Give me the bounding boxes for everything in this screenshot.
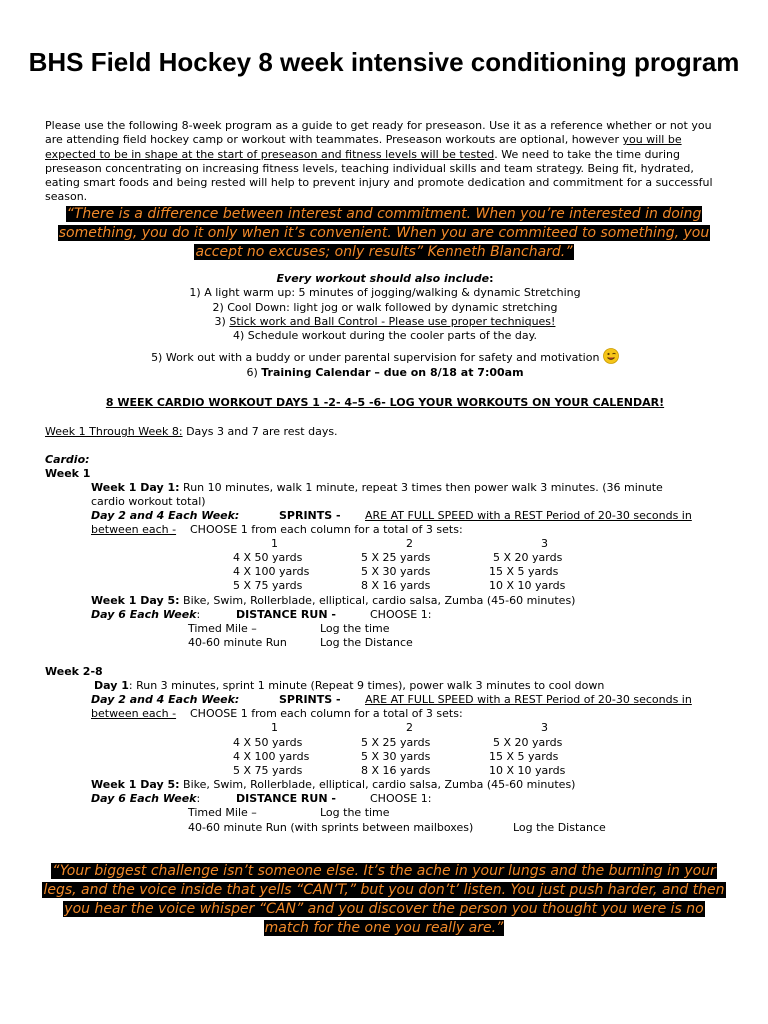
include-heading: Every workout should also include:: [276, 272, 494, 285]
quote-challenge: [40, 862, 728, 938]
week1-c1-r3: 5 X 75 yards: [233, 579, 303, 592]
week28-col3-head: 3: [541, 721, 548, 734]
smiley-wink-icon: [603, 348, 619, 364]
week1-day5: Week 1 Day 5: Bike, Swim, Rollerblade, elliptical, cardio salsa, Zumba (45-60 minutes): [91, 594, 576, 607]
cardio-label: Cardio:: [45, 453, 90, 466]
week28-day24-label: Day 2 and 4 Each Week:: [91, 693, 240, 706]
week1-c1-r2: 4 X 100 yards: [233, 565, 310, 578]
week28-c2-r3: 8 X 16 yards: [361, 764, 431, 777]
intro-paragraph: [45, 119, 725, 205]
page-title: BHS Field Hockey 8 week intensive conditioning program: [28, 47, 740, 77]
week28-run40: 40-60 minute Run (with sprints between mailboxes): [188, 821, 474, 834]
quote-challenge-text: “Your biggest challenge isn’t someone else. It’s the ache in your lungs and the burning in your legs, and the voice inside that yells “CAN’T,” but you don’t’ listen. You just push harder, and then you hear the voice whisper “CAN” and you discover the person you thought you were is no match for the one you really are.”: [43, 863, 725, 936]
week28-distance-run: DISTANCE RUN -: [236, 792, 336, 805]
include-item-6: 6) Training Calendar – due on 8/18 at 7:00am: [246, 365, 524, 379]
week1-day1: Week 1 Day 1: Run 10 minutes, walk 1 minute, repeat 3 times then power walk 3 minutes. (36 minute: [91, 481, 663, 494]
week28-col1-head: 1: [271, 721, 278, 734]
week28-speed-line1: ARE AT FULL SPEED with a REST Period of 20-30 seconds in: [365, 693, 692, 706]
week28-day6-label: Day 6 Each Week:: [91, 792, 201, 805]
intro-text-underlined: you will be expected to be in shape at the start of preseason and fitness levels will be tested: [45, 133, 682, 161]
week1-col1-head: 1: [271, 537, 278, 550]
week1-day1-cont: cardio workout total): [91, 495, 206, 508]
week1-col3-head: 3: [541, 537, 548, 550]
week1-speed-line2: between each -: [91, 523, 177, 536]
week1-log-distance: Log the Distance: [320, 636, 413, 649]
include-item-4: 4) Schedule workout during the cooler parts of the day.: [232, 329, 538, 343]
week28-c2-r2: 5 X 30 yards: [361, 750, 431, 763]
week1-sprints: SPRINTS -: [279, 509, 341, 522]
week28-label: Week 2-8: [45, 665, 103, 678]
week28-c3-r1: 5 X 20 yards: [493, 736, 563, 749]
week1-log-time: Log the time: [320, 622, 390, 635]
week28-c1-r1: 4 X 50 yards: [233, 736, 303, 749]
week28-c3-r3: 10 X 10 yards: [489, 764, 566, 777]
cardio-heading: 8 WEEK CARDIO WORKOUT DAYS 1 -2- 4–5 -6- LOG YOUR WORKOUTS ON YOUR CALENDAR!: [105, 396, 665, 409]
week1-c2-r2: 5 X 30 yards: [361, 565, 431, 578]
week1-c2-r1: 5 X 25 yards: [361, 551, 431, 564]
quote-blanchard-text: “There is a difference between interest and commitment. When you’re interested in doing something, you do it only when it’s convenient. When you are commiteed to something, you accept no excuses; only results” Kenneth Blanchard.”: [58, 206, 710, 260]
intro-text-2: . We need to take the time during preseason concentrating on increasing fitness levels, teaching individual skills and team strategy. Being fit, hydrated, eating smart foods and being rested will help to prevent injury and promote dedication and commitment for a successful season.: [45, 147, 713, 204]
week28-log-time: Log the time: [320, 806, 390, 819]
week28-day5: Week 1 Day 5: Bike, Swim, Rollerblade, elliptical, cardio salsa, Zumba (45-60 minutes): [91, 778, 576, 791]
week1-c3-r2: 15 X 5 yards: [489, 565, 559, 578]
week1-c3-r3: 10 X 10 yards: [489, 579, 566, 592]
week28-choose1: CHOOSE 1:: [370, 792, 432, 805]
week1-c3-r1: 5 X 20 yards: [493, 551, 563, 564]
week28-c3-r2: 15 X 5 yards: [489, 750, 559, 763]
week1-col2-head: 2: [406, 537, 413, 550]
week1-c1-r1: 4 X 50 yards: [233, 551, 303, 564]
week28-c2-r1: 5 X 25 yards: [361, 736, 431, 749]
week28-log-distance: Log the Distance: [513, 821, 606, 834]
week1-speed-line1: ARE AT FULL SPEED with a REST Period of 20-30 seconds in: [365, 509, 692, 522]
week1-timed-mile: Timed Mile –: [188, 622, 257, 635]
week28-speed-line2: between each -: [91, 707, 177, 720]
include-item-5: 5) Work out with a buddy or under parental supervision for safety and motivation: [45, 348, 725, 365]
include-item-2: 2) Cool Down: light jog or walk followed by dynamic stretching: [212, 300, 558, 314]
rest-days-line: Week 1 Through Week 8: Days 3 and 7 are rest days.: [45, 425, 338, 438]
week1-c2-r3: 8 X 16 yards: [361, 579, 431, 592]
workout-include-list: [45, 272, 725, 380]
week28-c1-r2: 4 X 100 yards: [233, 750, 310, 763]
quote-blanchard: [50, 205, 718, 262]
week28-col2-head: 2: [406, 721, 413, 734]
week1-day6-label: Day 6 Each Week:: [91, 608, 201, 621]
week1-label: Week 1: [45, 467, 91, 480]
week28-c1-r3: 5 X 75 yards: [233, 764, 303, 777]
include-item-3: 3) Stick work and Ball Control - Please use proper techniques!: [214, 314, 556, 328]
week1-choose: CHOOSE 1 from each column for a total of 3 sets:: [190, 523, 463, 536]
week1-day24-label: Day 2 and 4 Each Week:: [91, 509, 240, 522]
week28-choose: CHOOSE 1 from each column for a total of 3 sets:: [190, 707, 463, 720]
week28-day1: Day 1: Run 3 minutes, sprint 1 minute (Repeat 9 times), power walk 3 minutes to cool down: [94, 679, 605, 692]
week28-timed-mile: Timed Mile –: [188, 806, 257, 819]
week28-sprints: SPRINTS -: [279, 693, 341, 706]
week1-choose1: CHOOSE 1:: [370, 608, 432, 621]
week1-distance-run: DISTANCE RUN -: [236, 608, 336, 621]
week1-run40: 40-60 minute Run: [188, 636, 287, 649]
intro-text-1: Please use the following 8-week program as a guide to get ready for preseason. Use it as a reference whether or not you are attending field hockey camp or workout with teammates. Preseason workouts are optional, however: [45, 119, 712, 147]
include-item-1: 1) A light warm up: 5 minutes of jogging/walking & dynamic Stretching: [189, 286, 581, 300]
